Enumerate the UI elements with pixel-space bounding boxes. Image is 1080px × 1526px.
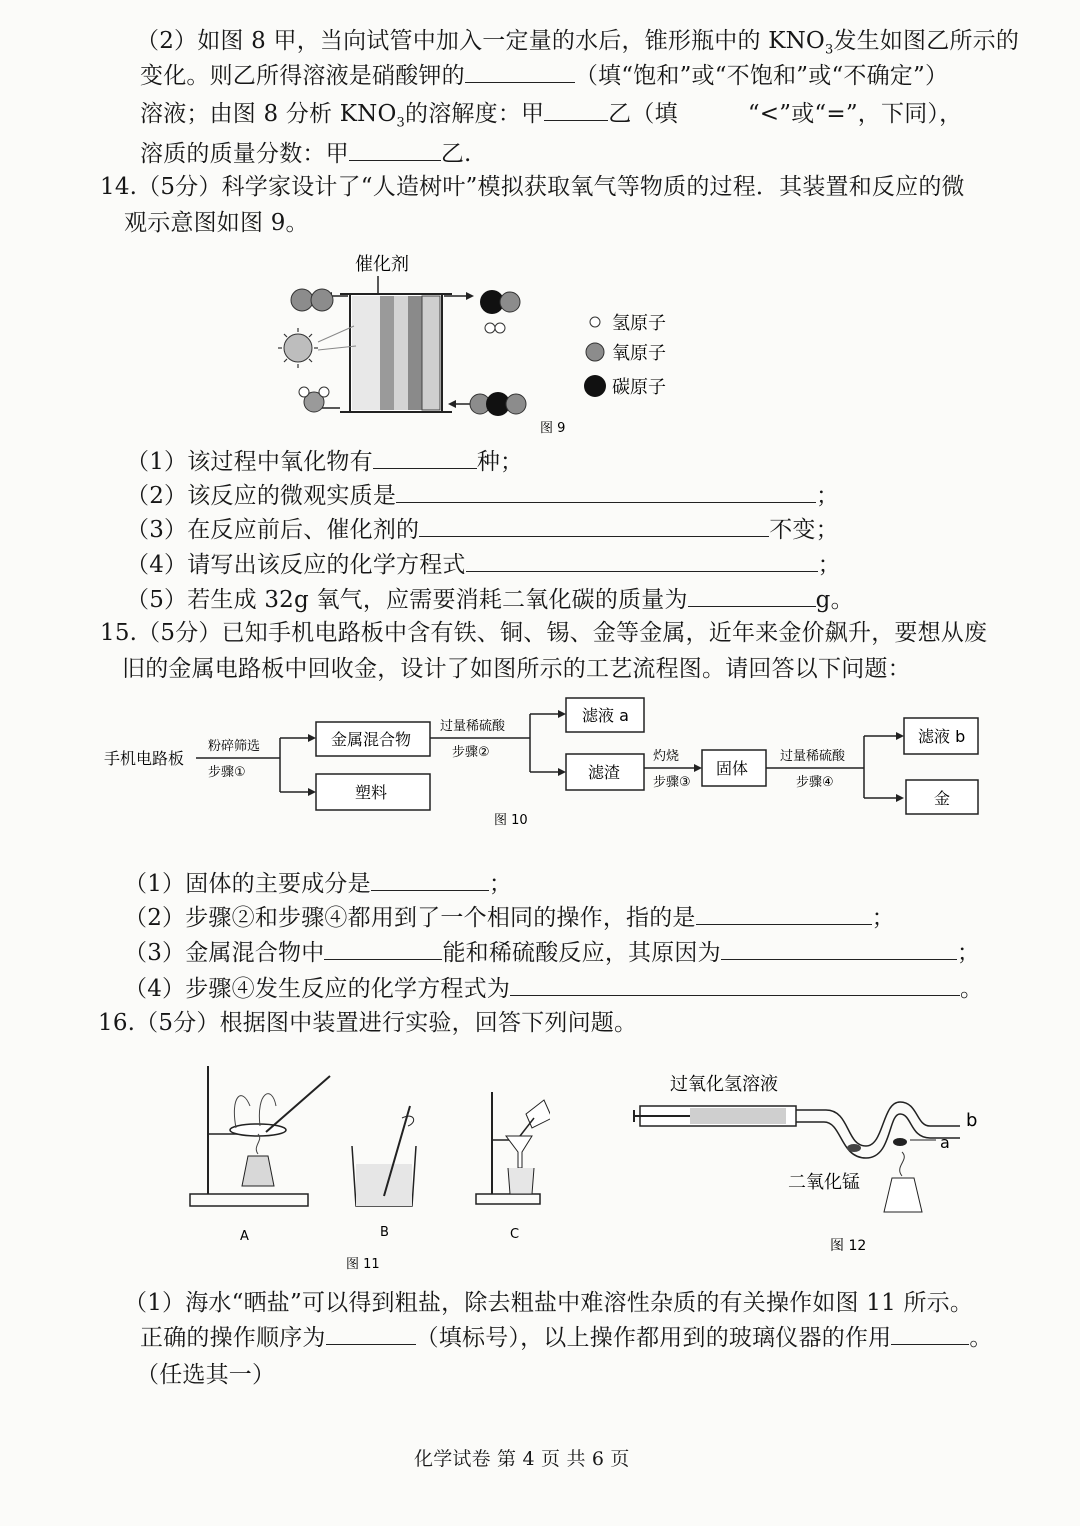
alcohol-lamp: [242, 1156, 274, 1186]
flow-step3-bot: 步骤③: [653, 775, 691, 790]
q14-sub5: （5）若生成 32g 氧气，应需要消耗二氧化碳的质量为 g。: [126, 584, 854, 615]
svg-text:金: 金: [934, 789, 951, 808]
water-hydrogen-atom: [299, 387, 309, 397]
legend-hydrogen-icon: [590, 317, 600, 327]
figure-9-artificial-leaf: [270, 246, 710, 441]
figure-9-caption: 图 9: [540, 421, 566, 436]
flow-step1-bot: 步骤①: [208, 765, 246, 780]
figure-12-apparatus: [630, 1066, 986, 1260]
legend-oxygen-icon: [586, 343, 604, 361]
answer-blank[interactable]: [465, 60, 575, 83]
answer-blank[interactable]: [373, 446, 477, 469]
q15-stem-line1: 15.（5分）已知手机电路板中含有铁、铜、锡、金等金属，近年来金价飙升，要想从废: [100, 620, 988, 646]
page-footer: 化学试卷 第 4 页 共 6 页: [414, 1448, 630, 1470]
q15-sub3: （3）金属混合物中 能和稀硫酸反应，其原因为 ；: [124, 937, 980, 968]
q13-line1: （2）如图 8 甲，当向试管中加入一定量的水后，锥形瓶中的 $KNO_3$发生如图乙所示的: [136, 28, 1020, 58]
q16-sub1-line1: （1）海水“晒盐”可以得到粗盐，除去粗盐中难溶性杂质的有关操作如图 11 所示。: [124, 1290, 974, 1316]
steam: [234, 1094, 276, 1128]
answer-blank[interactable]: [544, 98, 608, 121]
layer-dark: [380, 296, 394, 410]
water-hydrogen-atom: [319, 387, 329, 397]
co2-oxygen-atom: [506, 394, 526, 414]
label-c: C: [510, 1227, 520, 1242]
catalyst-label: 催化剂: [355, 254, 409, 275]
q14-sub2: （2）该反应的微观实质是 ；: [126, 480, 839, 511]
stand-base: [190, 1194, 308, 1206]
figure-10-flowchart: [100, 688, 990, 833]
svg-text:固体: 固体: [716, 759, 749, 778]
light-ray: [318, 326, 354, 342]
hydrogen-atom: [495, 323, 505, 333]
svg-text:滤液 a: 滤液 a: [582, 706, 629, 725]
mno2-powder: [847, 1144, 861, 1152]
label-h2o2: 过氧化氢溶液: [670, 1074, 778, 1095]
q14-sub4: （4）请写出该反应的化学方程式 ；: [126, 549, 841, 580]
answer-blank[interactable]: [891, 1322, 969, 1345]
layer-light: [394, 296, 408, 410]
v-tube: [796, 1102, 960, 1146]
q15-sub2: （2）步骤②和步骤④都用到了一个相同的操作，指的是 ；: [124, 902, 895, 933]
q16-sub1-line2: 正确的操作顺序为 （填标号），以上操作都用到的玻璃仪器的作用 。: [140, 1322, 993, 1353]
flow-start: 手机电路板: [104, 749, 185, 768]
sun-icon: [284, 334, 312, 362]
alcohol-lamp: [884, 1178, 922, 1212]
figure-10-caption: 图 10: [494, 813, 528, 828]
q16-stem: 16.（5分）根据图中装置进行实验，回答下列问题。: [98, 1010, 638, 1036]
q13-line4: 溶质的质量分数：甲 乙.: [140, 138, 472, 169]
label-mno2: 二氧化锰: [788, 1172, 860, 1193]
answer-blank[interactable]: [349, 138, 441, 161]
q15-stem-line2: 旧的金属电路板中回收金，设计了如图所示的工艺流程图。请回答以下问题：: [122, 656, 911, 682]
q15-sub1: （1）固体的主要成分是 ；: [124, 868, 512, 899]
label-a-point: a: [940, 1133, 950, 1152]
oxygen-atom: [500, 292, 520, 312]
answer-blank[interactable]: [721, 937, 957, 960]
funnel: [506, 1136, 532, 1168]
oxygen-molecule-atom: [311, 289, 333, 311]
flow-step2-top: 过量稀硫酸: [440, 719, 506, 734]
subscript: 3: [824, 42, 834, 58]
svg-text:塑料: 塑料: [355, 783, 388, 802]
receiving-beaker: [508, 1168, 534, 1194]
flame: [900, 1152, 905, 1176]
flow-step3-top: 灼烧: [653, 749, 680, 764]
answer-blank[interactable]: [466, 549, 818, 572]
flow-step1-top: 粉碎筛选: [208, 739, 261, 754]
flow-step4-top: 过量稀硫酸: [780, 749, 846, 764]
answer-blank[interactable]: [396, 480, 816, 503]
legend-carbon: 碳原子: [612, 377, 666, 398]
flow-step2-bot: 步骤②: [452, 745, 490, 760]
legend-carbon-icon: [584, 375, 606, 397]
q14-stem-line1: 14.（5分）科学家设计了“人造树叶”模拟获取氧气等物质的过程．其装置和反应的微: [100, 174, 965, 200]
q16-sub1-line3: （任选其一）: [136, 1362, 276, 1388]
oxygen-molecule-atom: [291, 289, 313, 311]
label-b-outlet: b: [966, 1110, 978, 1131]
label-a: A: [240, 1229, 249, 1244]
syringe-liquid: [690, 1108, 786, 1124]
q14-stem-line2: 观示意图如图 9。: [124, 210, 309, 236]
layer-dotted: [352, 296, 380, 410]
answer-blank[interactable]: [688, 584, 816, 607]
figure-11-caption: 图 11: [346, 1257, 380, 1272]
layer-hatched: [422, 296, 440, 410]
flame: [256, 1134, 259, 1154]
q14-sub1: （1）该过程中氧化物有 种；: [126, 446, 523, 477]
flow-step4-bot: 步骤④: [796, 775, 834, 790]
subscript: 3: [396, 115, 406, 131]
answer-blank[interactable]: [419, 514, 769, 537]
q15-sub4: （4）步骤④发生反应的化学方程式为 。: [124, 973, 983, 1004]
answer-blank[interactable]: [326, 1322, 416, 1345]
svg-text:滤液 b: 滤液 b: [918, 727, 966, 746]
answer-blank[interactable]: [510, 973, 960, 996]
svg-text:金属混合物: 金属混合物: [331, 730, 412, 749]
answer-blank[interactable]: [324, 937, 442, 960]
sample-a: [893, 1138, 907, 1146]
answer-blank[interactable]: [371, 868, 489, 891]
answer-blank[interactable]: [696, 902, 872, 925]
svg-text:滤渣: 滤渣: [588, 763, 621, 782]
beaker-liquid: [356, 1164, 412, 1206]
layer-dark2: [408, 296, 422, 410]
q13-line2: 变化。则乙所得溶液是硝酸钾的 （填“饱和”或“不饱和”或“不确定”）: [140, 60, 948, 91]
legend-oxygen: 氧原子: [612, 343, 666, 364]
figure-11-apparatus: [180, 1056, 550, 1276]
hydrogen-atom: [485, 323, 495, 333]
label-b: B: [380, 1225, 389, 1240]
figure-12-caption: 图 12: [830, 1238, 867, 1254]
q13-line3: 溶液；由图 8 分析 $KNO_3$的溶解度：甲 乙（填 “<”或“=”，下同），: [140, 98, 962, 139]
q14-sub3: （3）在反应前后、催化剂的 不变；: [126, 514, 839, 545]
legend-hydrogen: 氢原子: [612, 313, 666, 334]
